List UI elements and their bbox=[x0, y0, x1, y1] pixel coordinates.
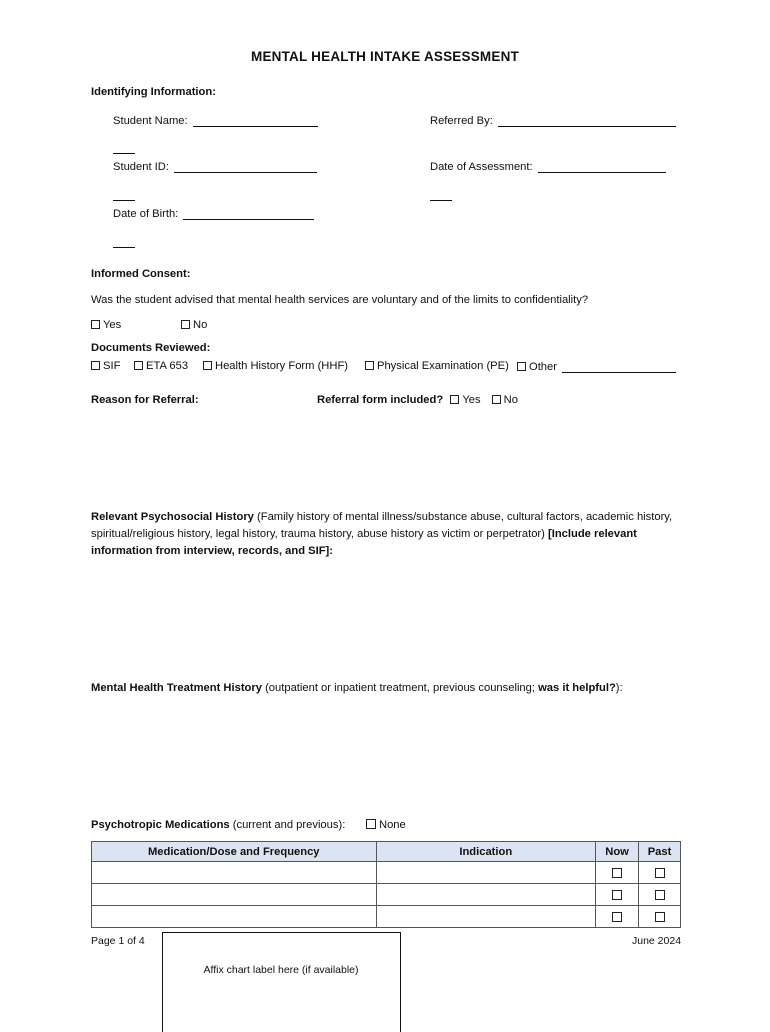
consent-yes-label: Yes bbox=[103, 319, 122, 331]
date-of-assessment-field[interactable] bbox=[430, 160, 666, 173]
student-name-label: Student Name: bbox=[113, 115, 188, 127]
medications-text: (current and previous): bbox=[229, 819, 346, 831]
checkbox-icon[interactable] bbox=[365, 361, 374, 370]
checkbox-icon[interactable] bbox=[492, 395, 501, 404]
checkbox-icon[interactable] bbox=[612, 890, 622, 900]
psychosocial-lead: Relevant Psychosocial History bbox=[91, 511, 254, 523]
column-header: Indication bbox=[376, 842, 596, 862]
checkbox-icon[interactable] bbox=[655, 890, 665, 900]
checkbox-icon[interactable] bbox=[655, 868, 665, 878]
page-number: Page 1 of 4 bbox=[91, 935, 145, 947]
indication-cell[interactable] bbox=[376, 906, 596, 928]
consent-no-option[interactable] bbox=[181, 319, 207, 331]
referral-form-label: Referral form included? bbox=[317, 394, 444, 406]
checkbox-icon[interactable] bbox=[91, 361, 100, 370]
checkbox-icon[interactable] bbox=[91, 320, 100, 329]
footer-date: June 2024 bbox=[632, 935, 682, 947]
date-of-birth-line[interactable] bbox=[183, 207, 314, 220]
referred-by-line[interactable] bbox=[498, 114, 676, 127]
doc-hhf-option[interactable] bbox=[203, 360, 348, 372]
psychosocial-text: (Family history of mental illness/substance abuse, cultural factors, academic history, spiritual/religious history, legal history, trauma history, abuse history as victim or perpetrator) bbox=[91, 511, 673, 540]
checkbox-icon[interactable] bbox=[203, 361, 212, 370]
student-id-field[interactable] bbox=[113, 160, 317, 173]
date-of-birth-label: Date of Birth: bbox=[113, 208, 179, 220]
psychosocial-tail: [Include relevant information from interview, records, and SIF]: bbox=[91, 528, 637, 557]
now-cell bbox=[596, 884, 639, 906]
checkbox-icon[interactable] bbox=[612, 868, 622, 878]
table-header-row bbox=[92, 842, 681, 862]
now-cell bbox=[596, 906, 639, 928]
column-header: Past bbox=[639, 842, 681, 862]
doc-label: ETA 653 bbox=[146, 360, 189, 372]
student-id-line[interactable] bbox=[174, 160, 317, 173]
medications-heading bbox=[91, 819, 345, 831]
checkbox-icon[interactable] bbox=[655, 912, 665, 922]
referral-yes-label: Yes bbox=[462, 394, 481, 406]
date-of-birth-field[interactable] bbox=[113, 207, 314, 220]
referral-heading: Reason for Referral: bbox=[91, 394, 199, 406]
referred-by-label: Referred By: bbox=[430, 115, 493, 127]
treatment-history-prompt bbox=[91, 680, 683, 697]
referred-by-field[interactable] bbox=[430, 114, 676, 127]
treatment-text: (outpatient or inpatient treatment, previous counseling; bbox=[261, 682, 539, 694]
indication-cell[interactable] bbox=[376, 862, 596, 884]
consent-heading: Informed Consent: bbox=[91, 268, 191, 280]
consent-no-label: No bbox=[193, 319, 208, 331]
date-of-assessment-label: Date of Assessment: bbox=[430, 161, 533, 173]
checkbox-icon[interactable] bbox=[181, 320, 190, 329]
doc-label: SIF bbox=[103, 360, 121, 372]
medication-cell[interactable] bbox=[92, 862, 377, 884]
date-of-assessment-line-wrap bbox=[430, 183, 452, 201]
past-cell bbox=[639, 862, 681, 884]
medications-table bbox=[91, 841, 681, 928]
date-of-assessment-line[interactable] bbox=[538, 160, 666, 173]
doc-pe-option[interactable] bbox=[365, 360, 509, 372]
past-cell bbox=[639, 884, 681, 906]
doc-label: Physical Examination (PE) bbox=[377, 360, 509, 372]
doc-label: Health History Form (HHF) bbox=[215, 360, 349, 372]
column-header: Medication/Dose and Frequency bbox=[92, 842, 377, 862]
consent-question: Was the student advised that mental health services are voluntary and of the limits to confidentiality? bbox=[91, 294, 589, 306]
treatment-lead: Mental Health Treatment History bbox=[91, 682, 262, 694]
doc-eta653-option[interactable] bbox=[134, 360, 188, 372]
doc-label: Other bbox=[529, 361, 557, 373]
form-title: MENTAL HEALTH INTAKE ASSESSMENT bbox=[251, 49, 519, 64]
table-row bbox=[92, 862, 681, 884]
doc-other-option[interactable] bbox=[517, 360, 676, 373]
column-header: Now bbox=[596, 842, 639, 862]
referral-form-included bbox=[317, 394, 518, 406]
table-row bbox=[92, 906, 681, 928]
medication-cell[interactable] bbox=[92, 884, 377, 906]
past-cell bbox=[639, 906, 681, 928]
checkbox-icon[interactable] bbox=[366, 819, 376, 829]
now-cell bbox=[596, 862, 639, 884]
medications-lead: Psychotropic Medications bbox=[91, 819, 230, 831]
student-id-line-wrap bbox=[113, 183, 135, 201]
medication-cell[interactable] bbox=[92, 906, 377, 928]
indication-cell[interactable] bbox=[376, 884, 596, 906]
checkbox-icon[interactable] bbox=[612, 912, 622, 922]
chart-label-text: Affix chart label here (if available) bbox=[203, 964, 359, 976]
student-id-label: Student ID: bbox=[113, 161, 169, 173]
table-row bbox=[92, 884, 681, 906]
student-name-field[interactable] bbox=[113, 114, 318, 127]
documents-heading: Documents Reviewed: bbox=[91, 342, 211, 354]
checkbox-icon[interactable] bbox=[517, 362, 526, 371]
doc-other-line[interactable] bbox=[562, 360, 676, 373]
chart-label-box bbox=[162, 932, 401, 1032]
consent-yes-option[interactable] bbox=[91, 319, 121, 331]
referral-no-label: No bbox=[503, 394, 518, 406]
checkbox-icon[interactable] bbox=[134, 361, 143, 370]
date-of-birth-line-wrap bbox=[113, 230, 135, 248]
checkbox-icon[interactable] bbox=[450, 395, 459, 404]
psychosocial-history-prompt bbox=[91, 509, 683, 560]
student-name-line[interactable] bbox=[193, 114, 318, 127]
treatment-tail: ): bbox=[615, 682, 623, 694]
medications-none-option[interactable] bbox=[366, 819, 406, 831]
student-name-line-wrap bbox=[113, 136, 135, 154]
identifying-heading: Identifying Information: bbox=[91, 86, 216, 98]
medications-none-label: None bbox=[379, 819, 406, 831]
doc-sif-option[interactable] bbox=[91, 360, 120, 372]
treatment-mid: was it helpful? bbox=[538, 682, 616, 694]
